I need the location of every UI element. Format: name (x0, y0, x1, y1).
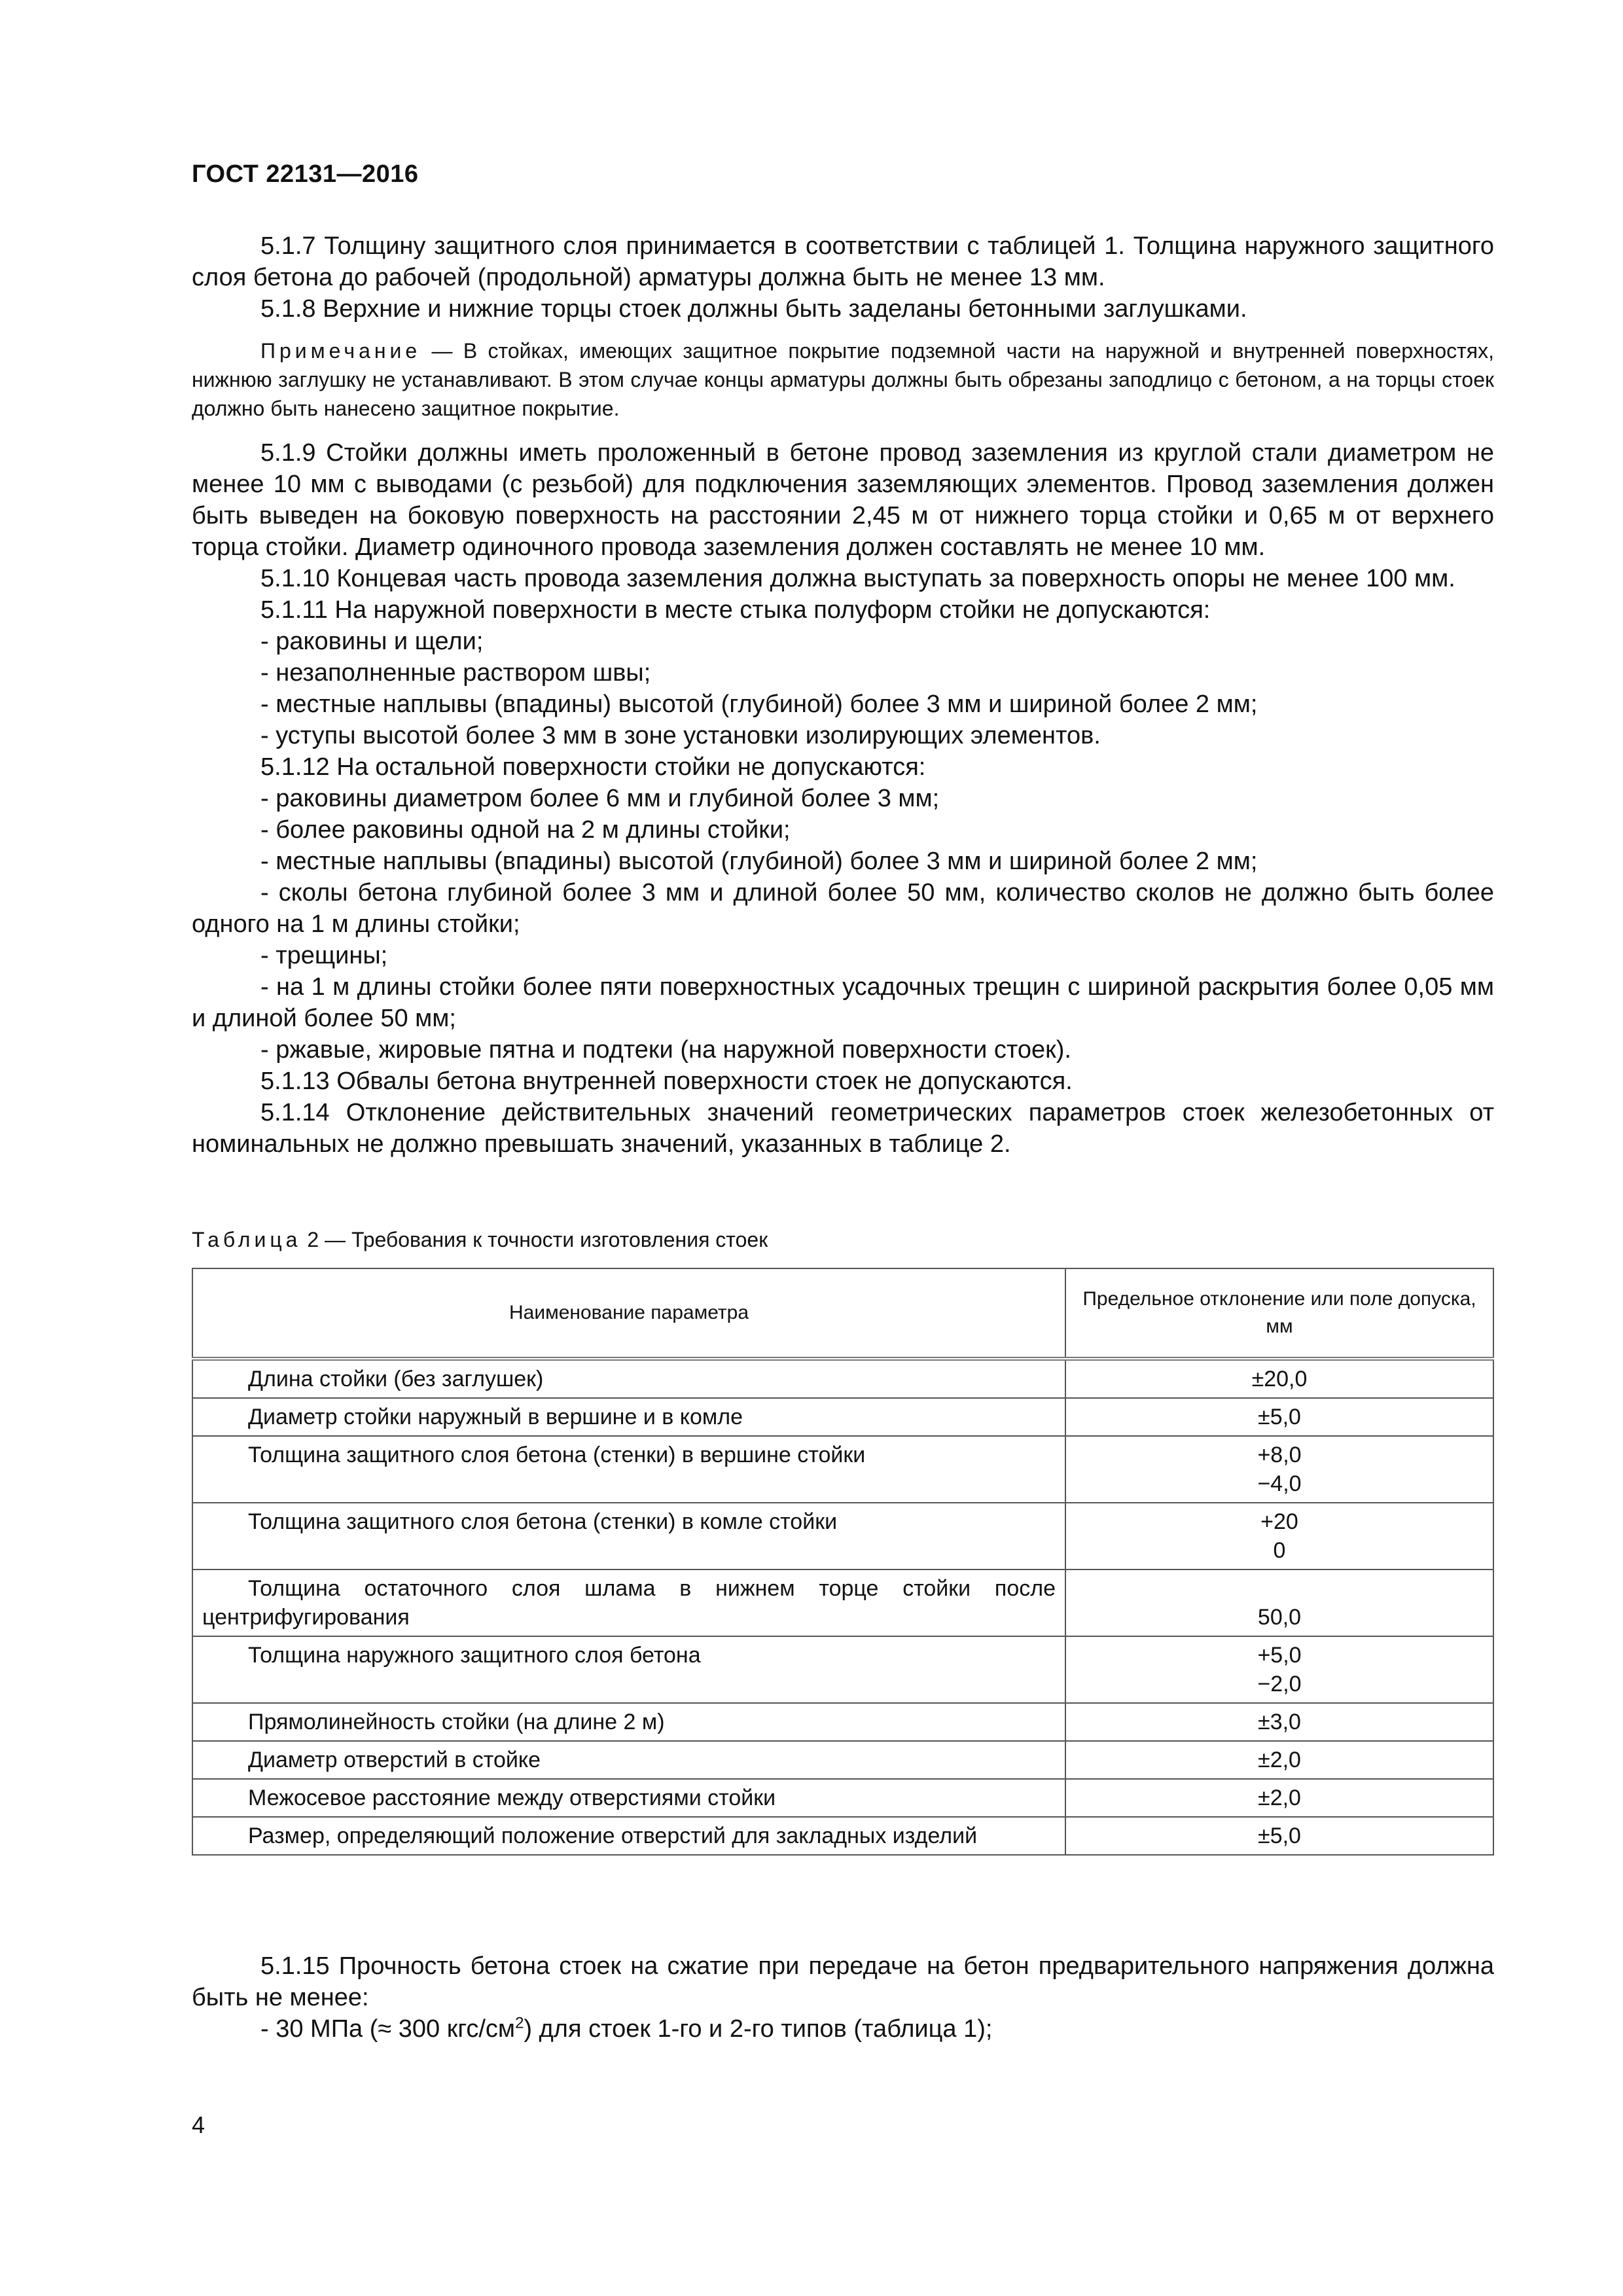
tolerance-primary: ±5,0 (1258, 1823, 1301, 1848)
tolerance-value (1065, 1817, 1493, 1855)
document-standard-header: ГОСТ 22131—2016 (192, 160, 419, 188)
list-item: - ржавые, жировые пятна и подтеки (на наружной поверхности стоек). (260, 1036, 1071, 1064)
clause-5-1-9: 5.1.9 Стойки должны иметь проложенный в бетоне провод заземления из круглой стали диаметром не менее 10 мм с выводами (с резьбой) для подключения заземляющих элементов. Провод заземления должен быть выведен на боковую поверхность на расстоянии 2,45 м от нижнего торца стойки и 0,65 м от верхнего торца стойки. Диаметр одиночного провода заземления должен составлять не менее 10 мм. (192, 439, 1494, 561)
table-row (192, 1436, 1493, 1503)
tolerance-upper: +5,0 (1257, 1643, 1302, 1668)
clause-5-1-12: 5.1.12 На остальной поверхности стойки не допускаются: (260, 753, 926, 781)
tolerance-table (192, 1268, 1494, 1856)
table-header-row (192, 1268, 1493, 1359)
tolerance-primary: 50,0 (1257, 1605, 1302, 1630)
parameter-name: Диаметр стойки наружный в вершине и в комле (192, 1398, 1065, 1436)
tolerance-value (1065, 1570, 1493, 1636)
parameter-name: Толщина защитного слоя бетона (стенки) в комле стойки (192, 1503, 1065, 1570)
clause-5-1-7: 5.1.7 Толщину защитного слоя принимается в соответствии с таблицей 1. Толщина наружного защитного слоя бетона до рабочей (продольной) арматуры должна быть не менее 13 мм. (192, 232, 1494, 291)
parameter-name: Толщина защитного слоя бетона (стенки) в вершине стойки (192, 1436, 1065, 1503)
table-row (192, 1703, 1493, 1741)
tolerance-primary: ±2,0 (1258, 1785, 1301, 1810)
superscript-exponent: 2 (515, 2014, 524, 2032)
parameter-name: Диаметр отверстий в стойке (192, 1741, 1065, 1779)
list-item: - сколы бетона глубиной более 3 мм и длиной более 50 мм, количество сколов не должно быть более одного на 1 м длины стойки; (192, 879, 1494, 938)
tolerance-value (1065, 1703, 1493, 1741)
list-item: - местные наплывы (впадины) высотой (глубиной) более 3 мм и шириной более 2 мм; (260, 848, 1258, 875)
tolerance-upper: +8,0 (1257, 1443, 1302, 1467)
table-caption-label: Таблица (192, 1228, 302, 1251)
strength-value-suffix: ) для стоек 1-го и 2-го типов (таблица 1); (524, 2015, 993, 2043)
table-row (192, 1779, 1493, 1817)
tolerance-value (1065, 1436, 1493, 1503)
tolerance-lower: −2,0 (1257, 1672, 1302, 1696)
clause-5-1-15: 5.1.15 Прочность бетона стоек на сжатие при передаче на бетон предварительного напряжения должна быть не менее: (192, 1952, 1494, 2011)
tolerance-primary: ±3,0 (1258, 1710, 1301, 1734)
list-item: - трещины; (260, 942, 388, 969)
table-row (192, 1741, 1493, 1779)
list-item: - более раковины одной на 2 м длины стойки; (260, 816, 791, 844)
tolerance-lower: −4,0 (1257, 1471, 1302, 1496)
clause-5-1-14: 5.1.14 Отклонение действительных значений геометрических параметров стоек железобетонных от номинальных не должно превышать значений, указанных в таблице 2. (192, 1099, 1494, 1158)
tolerance-primary: ±5,0 (1258, 1405, 1301, 1429)
clause-5-1-11: 5.1.11 На наружной поверхности в месте стыка полуформ стойки не допускаются: (260, 596, 1211, 624)
parameter-name: Длина стойки (без заглушек) (192, 1359, 1065, 1398)
table-row (192, 1817, 1493, 1855)
list-item: - раковины диаметром более 6 мм и глубиной более 3 мм; (260, 785, 940, 812)
tolerance-lower: 0 (1273, 1538, 1286, 1563)
tolerance-value (1065, 1779, 1493, 1817)
body-text-top (192, 230, 1494, 1160)
strength-value-prefix: - 30 МПа (≈ 300 кгс/см (260, 2015, 516, 2043)
table-row (192, 1503, 1493, 1570)
clause-5-1-13: 5.1.13 Обвалы бетона внутренней поверхности стоек не допускаются. (260, 1067, 1073, 1095)
note-text: — В стойках, имеющих защитное покрытие подземной части на наружной и внутренней поверхностях, нижнюю заглушку не устанавливают. В этом случае концы арматуры должны быть обрезаны заподлицо с бетоном, а на торцы стоек должно быть нанесено защитное покрытие. (192, 339, 1494, 420)
column-header-tolerance: Предельное отклонение или поле допуска, мм (1065, 1268, 1493, 1359)
list-item: - раковины и щели; (260, 628, 484, 655)
tolerance-upper: +20 (1260, 1509, 1298, 1534)
clause-5-1-8: 5.1.8 Верхние и нижние торцы стоек должны быть заделаны бетонными заглушками. (260, 295, 1247, 323)
table-caption-text: 2 — Требования к точности изготовления стоек (301, 1228, 768, 1251)
tolerance-value (1065, 1636, 1493, 1703)
note-label: Примечание (260, 339, 421, 363)
list-item: - незаполненные раствором швы; (260, 659, 651, 687)
note-block (192, 336, 1494, 423)
tolerance-primary: ±20,0 (1251, 1367, 1308, 1391)
tolerance-value (1065, 1741, 1493, 1779)
tolerance-value (1065, 1503, 1493, 1570)
tolerance-value (1065, 1398, 1493, 1436)
body-text-bottom (192, 1950, 1494, 2045)
list-item: - местные наплывы (впадины) высотой (глубиной) более 3 мм и шириной более 2 мм; (260, 691, 1258, 718)
parameter-name: Размер, определяющий положение отверстий для закладных изделий (192, 1817, 1065, 1855)
tolerance-primary: ±2,0 (1258, 1748, 1301, 1772)
list-item (192, 2013, 1494, 2045)
parameter-name: Межосевое расстояние между отверстиями стойки (192, 1779, 1065, 1817)
list-item: - уступы высотой более 3 мм в зоне установки изолирующих элементов. (260, 722, 1101, 749)
page-number: 4 (192, 2111, 205, 2138)
column-header-parameter: Наименование параметра (192, 1268, 1065, 1359)
table-row (192, 1570, 1493, 1636)
list-item: - на 1 м длины стойки более пяти поверхностных усадочных трещин с шириной раскрытия более 0,05 мм и длиной более 50 мм; (192, 973, 1494, 1032)
parameter-name: Толщина остаточного слоя шлама в нижнем торце стойки после центрифугирования (192, 1570, 1065, 1636)
table-caption (192, 1228, 768, 1252)
tolerance-value (1065, 1359, 1493, 1398)
parameter-name: Толщина наружного защитного слоя бетона (192, 1636, 1065, 1703)
clause-5-1-10: 5.1.10 Концевая часть провода заземления должна выступать за поверхность опоры не менее 100 мм. (260, 565, 1455, 592)
table-row (192, 1398, 1493, 1436)
parameter-name: Прямолинейность стойки (на длине 2 м) (192, 1703, 1065, 1741)
table-row (192, 1636, 1493, 1703)
table-row (192, 1359, 1493, 1398)
